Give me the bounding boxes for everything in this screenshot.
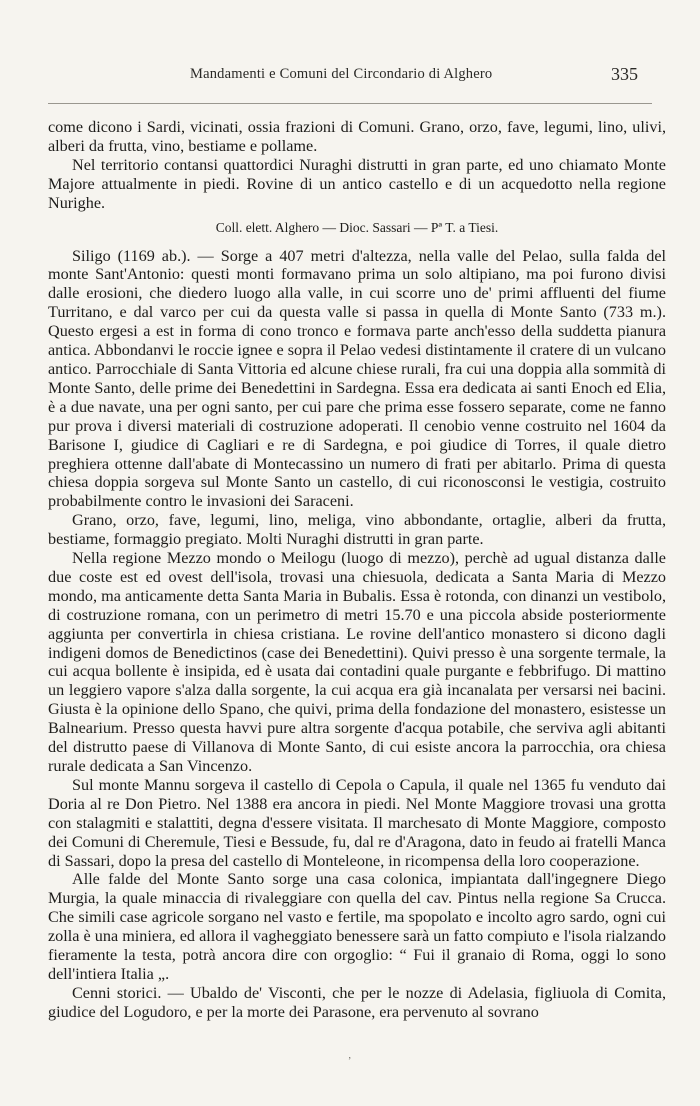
electoral-rubric: Coll. elett. Alghero — Dioc. Sassari — Pª T. a Tiesi. [215,219,499,235]
page-number: 335 [611,64,638,84]
paragraph-cenni-storici: Cenni storici. — Ubaldo de' Visconti, che per le nozze di Adelasia, figliuola di Comita, giudice del Logudoro, e per la morte dei Parasone, era pervenuto al sovrano [48,983,666,1021]
paragraph-mezzo-mondo: Nella regione Mezzo mondo o Meilogu (luogo di mezzo), perchè ad ugual distanza dalle due coste est ed ovest dell'isola, trovasi una chiesuola, dedicata a Santa Maria di Mezzo mondo, ma anticamente detta Santa Maria in Bubalis. Essa è rotonda, con dinanzi un vestibolo, di costruzione romana, con un perimetro di metri 15.70 e una piccola abside posteriormente aggiunta per convertirla in chiesa cristiana. Le rovine dell'antico monastero si dicono dagli indigeni domos de Benedictinos (case dei Benedettini). Quivi presso è una sorgente termale, la cui acqua bollente è insipida, ed è usata dai contadini quale purgante e febbrifugo. Di mattino un leggiero vapore s'alza dalla sorgente, la cui acqua era già incanalata per versarsi nei bacini. Giusta è la opinione dello Spano, che quivi, prima della fondazione del monastero, esistesse un Balnearium. Presso questa havvi pure altra sorgente d'acqua potabile, che serviva agli abitanti del distrutto paese di Villanova di Monte Santo, di cui esiste ancora la parrocchia, ora chiesa rurale dedicata a San Vincenzo. [48,549,666,775]
paragraph-monte-santo: Alle falde del Monte Santo sorge una casa colonica, impiantata dall'ingegnere Diego Murgia, la quale minaccia di rivaleggiare con quella del cav. Pintus nella regione Sa Crucca. Che simili case agricole sorgano nel vasto e fertile, ma spopolato e incolto agro sardo, ogni cui zolla è una miniera, ed allora il vagheggiato benessere sarà un fatto compiuto e l'isola rialzando fieramente la testa, potrà ancora dire con orgoglio: “ Fui il granaio di Roma, oggi lo sono dell'intiera Italia „. [48,870,666,983]
paragraph-continuation: come dicono i Sardi, vicinati, ossia frazioni di Comuni. Grano, orzo, fave, legumi, lino, ulivi, alberi da frutta, vino, bestiame e pollame. [48,118,666,155]
paragraph-nuraghi: Nel territorio contansi quattordici Nuraghi distrutti in gran parte, ed uno chiamato Monte Majore attualmente in piedi. Rovine di un antico castello e di un acquedotto nella regione Nurighe. [48,155,666,212]
body-text [48,118,666,1022]
running-title: Mandamenti e Comuni del Circondario di Alghero [190,66,493,82]
paragraph-produce: Grano, orzo, fave, legumi, lino, meliga, vino abbondante, ortaglie, alberi da frutta, bestiame, formaggio pregiato. Molti Nuraghi distrutti in gran parte. [48,511,666,549]
header-rule [48,103,652,104]
entry-siligo: Siligo (1169 ab.). — Sorge a 407 metri d'altezza, nella valle del Pelao, sulla falda del monte Sant'Antonio: questi monti formavano prima un solo altipiano, ma poi furono divisi dalle erosioni, che diedero luogo alla valle, in cui scorre uno de' primi affluenti del fiume Turritano, e dal varco per cui da questa valle si passa in quella di Monte Santo (733 m.). Questo ergesi a est in forma di cono tronco e formava parte anch'esso della suddetta pianura antica. Abbondanvi le roccie ignee e sopra il Pelao vedesi distintamente il cratere di un vulcano antico. Parrocchiale di Santa Vittoria ed alcune chiese rurali, fra cui una doppia alla sommità di Monte Santo, delle prime dei Benedettini in Sardegna. Essa era dedicata ai santi Enoch ed Elia, è a due navate, una per ogni santo, per cui pare che prima esse fossero separate, come ne fanno pur prova i diversi materiali di costruzione adoperati. Il cenobio venne costruito nel 1604 da Barisone I, giudice di Cagliari e re di Sardegna, e poi giudice di Torres, il quale dietro preghiera ottenne dall'abate di Montecassino un numero di frati per abitarlo. Prima di questa chiesa doppia sorgeva sul Monte Santo un castello, di cui riconosconsi le vestigia, costruito probabilmente contro le invasioni dei Saraceni. [48,246,666,511]
footer-mark: ‚ [348,1050,352,1061]
page-header [0,62,700,90]
paragraph-monte-mannu: Sul monte Mannu sorgeva il castello di Cepola o Capula, il quale nel 1365 fu venduto dai Doria al re Don Pietro. Nel 1388 era ancora in piedi. Nel Monte Maggiore trovasi una grotta con stalagmiti e stalattiti, degna d'essere visitata. Il marchesato di Monte Maggiore, composto dei Comuni di Cheremule, Tiesi e Bessude, fu, dal re d'Aragona, dato in feudo ai fratelli Manca di Sassari, dopo la presa del castello di Monteleone, in ricompensa della loro cooperazione. [48,775,666,870]
